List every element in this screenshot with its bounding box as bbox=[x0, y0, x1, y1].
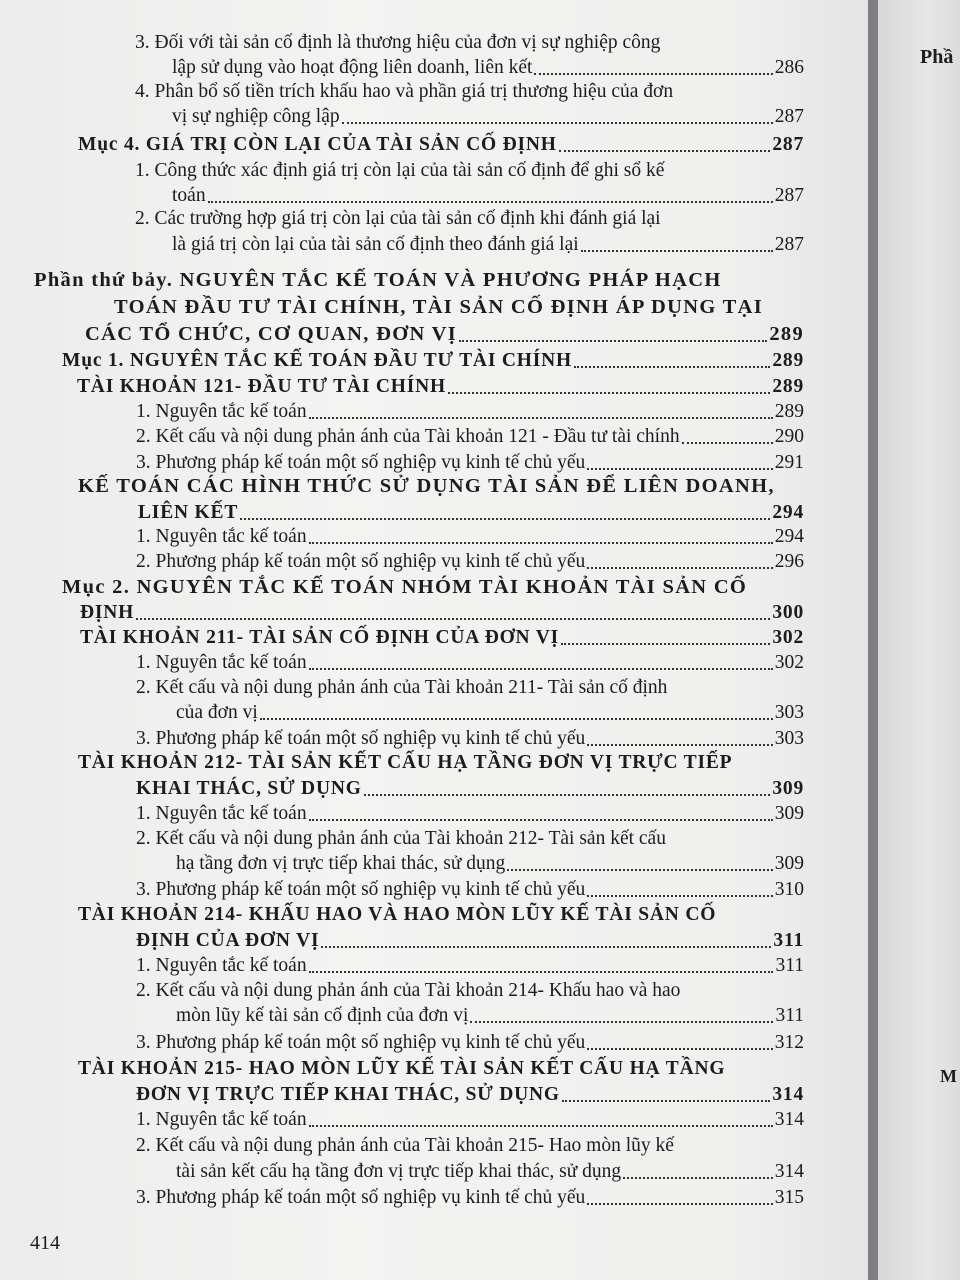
toc-entry: 3. Phương pháp kế toán một số nghiệp vụ kinh tế chủ yếu 291 bbox=[136, 452, 804, 473]
toc-entry: tài sản kết cấu hạ tầng đơn vị trực tiếp khai thác, sử dụng 314 bbox=[176, 1161, 804, 1182]
toc-page-number: 312 bbox=[774, 1032, 804, 1053]
toc-page-number: 315 bbox=[774, 1187, 804, 1208]
toc-account-heading: TÀI KHOẢN 212- TÀI SẢN KẾT CẤU HẠ TẦNG ĐƠN VỊ TRỰC TIẾP bbox=[78, 752, 733, 773]
toc-page-number: 309 bbox=[772, 778, 804, 799]
next-page-edge bbox=[878, 0, 960, 1280]
toc-entry-text: 1. Công thức xác định giá trị còn lại của tài sản cố định để ghi sổ kế bbox=[135, 160, 665, 181]
toc-page-number: 296 bbox=[774, 551, 804, 572]
toc-entry: của đơn vị 303 bbox=[176, 702, 804, 723]
toc-account-heading: ĐỊNH CỦA ĐƠN VỊ 311 bbox=[136, 930, 804, 951]
toc-entry: 1. Nguyên tắc kế toán 309 bbox=[136, 803, 804, 824]
toc-part-heading: TOÁN ĐẦU TƯ TÀI CHÍNH, TÀI SẢN CỐ ĐỊNH ÁP DỤNG TẠI bbox=[114, 296, 763, 318]
toc-page-number: 287 bbox=[774, 185, 804, 206]
toc-page-number: 291 bbox=[774, 452, 804, 473]
toc-page-number: 290 bbox=[774, 426, 804, 447]
toc-page-number: 294 bbox=[774, 526, 804, 547]
toc-entry-text: 2. Kết cấu và nội dung phản ánh của Tài khoản 214- Khấu hao và hao bbox=[136, 980, 681, 1001]
toc-entry: 3. Phương pháp kế toán một số nghiệp vụ kinh tế chủ yếu 303 bbox=[136, 728, 804, 749]
toc-page-number: 311 bbox=[773, 930, 804, 951]
toc-entry bbox=[172, 104, 804, 129]
toc-entry-text: toán bbox=[172, 185, 206, 206]
toc-page-number: 300 bbox=[772, 602, 804, 623]
toc-page-number: 286 bbox=[774, 57, 804, 78]
toc-entry: 1. Nguyên tắc kế toán 311 bbox=[136, 955, 804, 976]
toc-entry-text: 3. Đối với tài sản cố định là thương hiệu của đơn vị sự nghiệp công bbox=[135, 32, 661, 53]
toc-entry-text: 2. Kết cấu và nội dung phản ánh của Tài khoản 211- Tài sản cố định bbox=[136, 677, 668, 698]
toc-entry: hạ tầng đơn vị trực tiếp khai thác, sử dụng 309 bbox=[176, 853, 804, 874]
toc-account-heading: ĐƠN VỊ TRỰC TIẾP KHAI THÁC, SỬ DỤNG 314 bbox=[136, 1084, 804, 1105]
toc-entry: 3. Phương pháp kế toán một số nghiệp vụ kinh tế chủ yếu 315 bbox=[136, 1187, 804, 1208]
toc-entry: 2. Kết cấu và nội dung phản ánh của Tài khoản 121 - Đầu tư tài chính 290 bbox=[136, 426, 804, 447]
toc-page-number: 302 bbox=[774, 652, 804, 673]
next-page-heading-fragment: Phầ bbox=[920, 46, 954, 68]
toc-account-heading: LIÊN KẾT 294 bbox=[138, 502, 804, 523]
toc-page-number: 287 bbox=[774, 106, 804, 127]
toc-entry: 3. Phương pháp kế toán một số nghiệp vụ kinh tế chủ yếu 312 bbox=[136, 1032, 804, 1053]
toc-page-number: 311 bbox=[775, 1005, 804, 1026]
toc-entry-text: vị sự nghiệp công lập bbox=[172, 106, 340, 127]
toc-entry-text: 2. Kết cấu và nội dung phản ánh của Tài khoản 215- Hao mòn lũy kế bbox=[136, 1135, 674, 1156]
next-page-heading-fragment: M bbox=[940, 1066, 957, 1086]
page-number: 414 bbox=[30, 1232, 60, 1254]
toc-page-number: 310 bbox=[774, 879, 804, 900]
toc-section-heading: Mục 1. NGUYÊN TẮC KẾ TOÁN ĐẦU TƯ TÀI CHÍNH 289 bbox=[62, 350, 804, 371]
toc-page-number: 289 bbox=[774, 401, 804, 422]
toc-page-number: 287 bbox=[774, 234, 804, 255]
toc-entry: 2. Phương pháp kế toán một số nghiệp vụ kinh tế chủ yếu 296 bbox=[136, 551, 804, 572]
toc-part-heading: Phần thứ bảy. NGUYÊN TẮC KẾ TOÁN VÀ PHƯƠNG PHÁP HẠCH bbox=[34, 269, 722, 291]
toc-page-number: 289 bbox=[769, 323, 804, 345]
toc-entry: 1. Nguyên tắc kế toán 302 bbox=[136, 652, 804, 673]
toc-page-number: 314 bbox=[774, 1161, 804, 1182]
toc-entry-text: 2. Kết cấu và nội dung phản ánh của Tài khoản 212- Tài sản kết cấu bbox=[136, 828, 666, 849]
toc-page-number: 302 bbox=[772, 627, 804, 648]
toc-page-number: 287 bbox=[772, 134, 804, 155]
toc-entry: 3. Phương pháp kế toán một số nghiệp vụ kinh tế chủ yếu 310 bbox=[136, 879, 804, 900]
toc-entry bbox=[172, 232, 804, 257]
toc-section-heading: Mục 4. GIÁ TRỊ CÒN LẠI CỦA TÀI SẢN CỐ ĐỊNH 287 bbox=[78, 134, 804, 155]
toc-account-heading: TÀI KHOẢN 214- KHẤU HAO VÀ HAO MÒN LŨY KẾ TÀI SẢN CỐ bbox=[78, 904, 717, 925]
toc-page-number: 303 bbox=[774, 728, 804, 749]
toc-page-number: 314 bbox=[774, 1109, 804, 1130]
toc-entry-text: là giá trị còn lại của tài sản cố định theo đánh giá lại bbox=[172, 234, 579, 255]
toc-entry bbox=[172, 183, 804, 208]
toc-account-heading: TÀI KHOẢN 121- ĐẦU TƯ TÀI CHÍNH 289 bbox=[77, 376, 804, 397]
toc-section-heading: Mục 2. NGUYÊN TẮC KẾ TOÁN NHÓM TÀI KHOẢN TÀI SẢN CỐ bbox=[62, 576, 748, 598]
toc-page-number: 314 bbox=[772, 1084, 804, 1105]
toc-page-number: 289 bbox=[772, 376, 804, 397]
toc-page-number: 309 bbox=[774, 853, 804, 874]
toc-entry bbox=[172, 55, 804, 80]
toc-entry-text: 4. Phân bổ số tiền trích khấu hao và phần giá trị thương hiệu của đơn bbox=[135, 81, 674, 102]
toc-page-number: 303 bbox=[774, 702, 804, 723]
toc-entry: 1. Nguyên tắc kế toán 294 bbox=[136, 526, 804, 547]
toc-entry-text: lập sử dụng vào hoạt động liên doanh, liên kết bbox=[172, 57, 533, 78]
toc-account-heading: TÀI KHOẢN 215- HAO MÒN LŨY KẾ TÀI SẢN KẾT CẤU HẠ TẦNG bbox=[78, 1058, 726, 1079]
toc-section-heading: ĐỊNH 300 bbox=[80, 602, 804, 623]
toc-entry: 1. Nguyên tắc kế toán 314 bbox=[136, 1109, 804, 1130]
toc-part-heading: CÁC TỔ CHỨC, CƠ QUAN, ĐƠN VỊ 289 bbox=[85, 323, 804, 345]
toc-account-heading: KẾ TOÁN CÁC HÌNH THỨC SỬ DỤNG TÀI SẢN ĐỂ LIÊN DOANH, bbox=[78, 475, 775, 497]
toc-account-heading: KHAI THÁC, SỬ DỤNG 309 bbox=[136, 778, 804, 799]
toc-page-number: 309 bbox=[774, 803, 804, 824]
toc-page-number: 294 bbox=[772, 502, 804, 523]
toc-page-number: 289 bbox=[772, 350, 804, 371]
toc-page-number: 311 bbox=[775, 955, 804, 976]
toc-account-heading: TÀI KHOẢN 211- TÀI SẢN CỐ ĐỊNH CỦA ĐƠN VỊ 302 bbox=[80, 627, 804, 648]
toc-entry-text: 2. Các trường hợp giá trị còn lại của tài sản cố định khi đánh giá lại bbox=[135, 208, 661, 229]
toc-entry: mòn lũy kế tài sản cố định của đơn vị 311 bbox=[176, 1005, 804, 1026]
toc-entry: 1. Nguyên tắc kế toán 289 bbox=[136, 401, 804, 422]
